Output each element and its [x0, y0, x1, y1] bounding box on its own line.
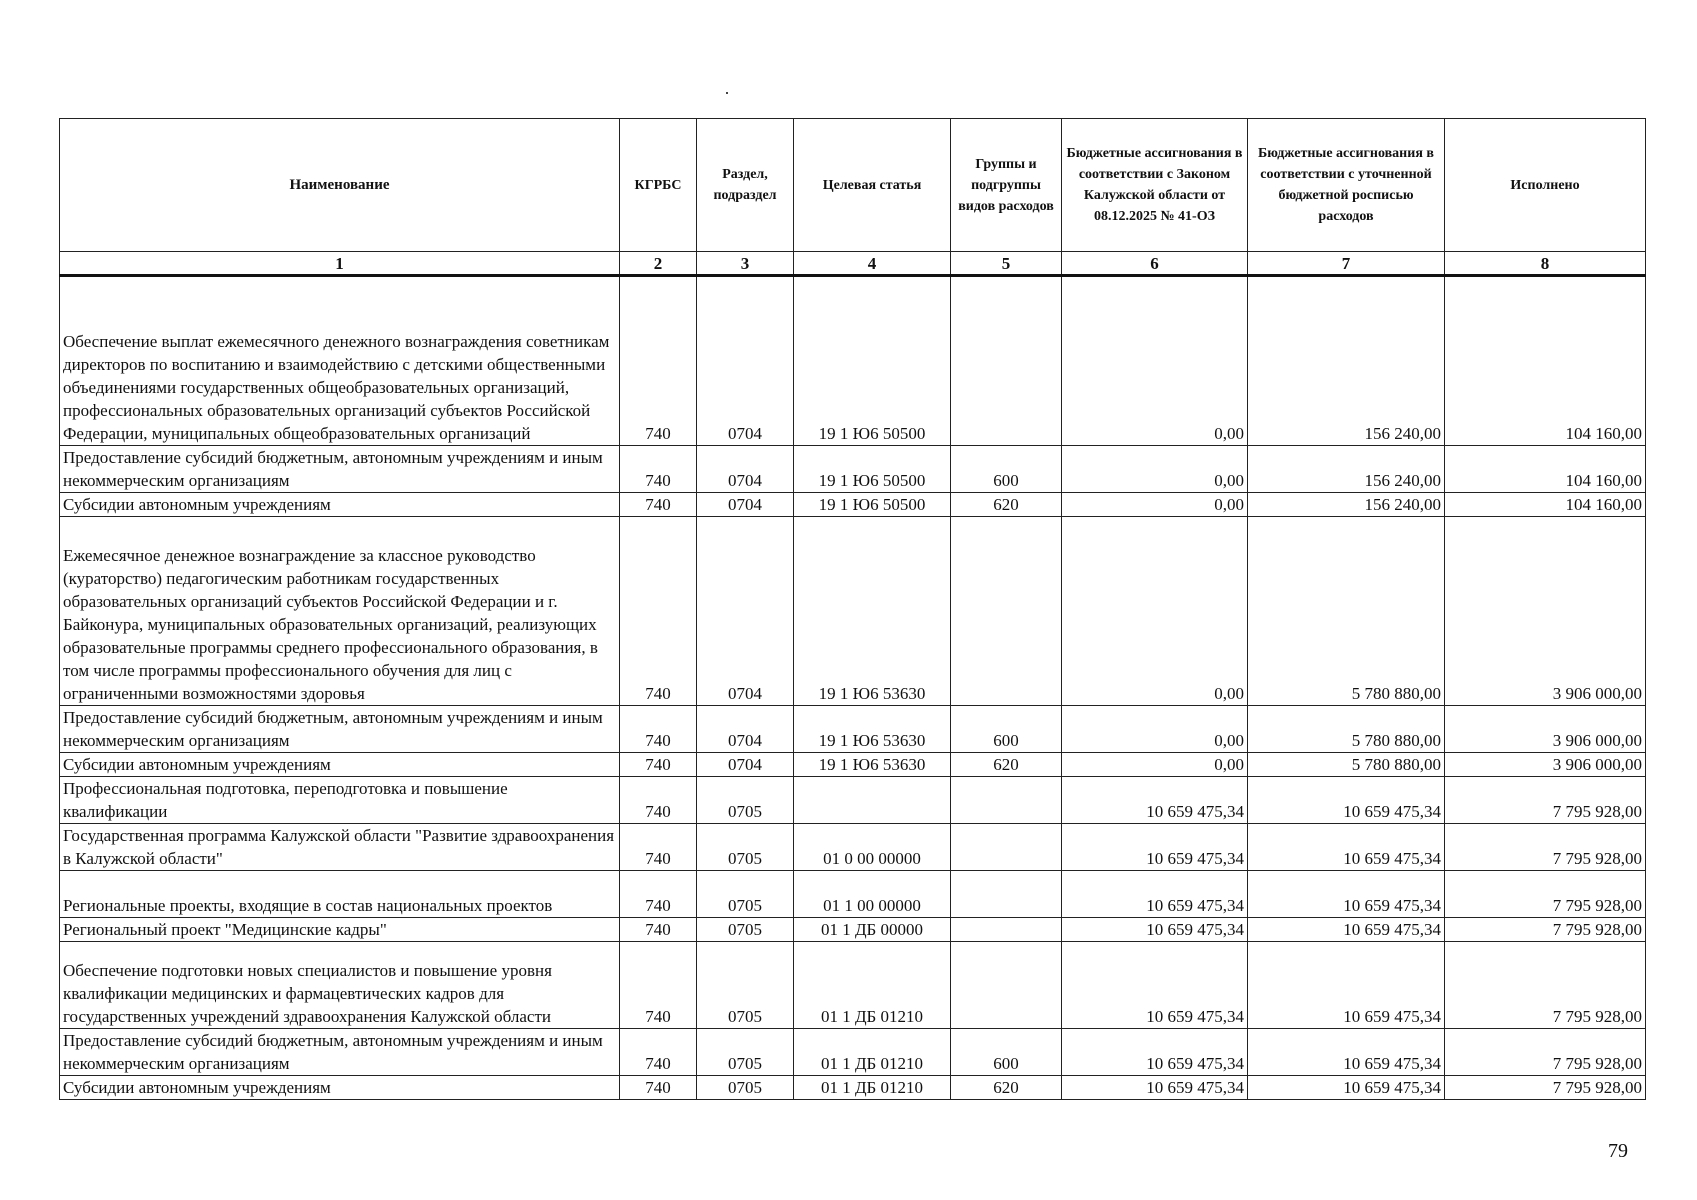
- row-kgrbs: 740: [620, 1076, 697, 1100]
- row-section: 0704: [697, 276, 794, 446]
- header-schedule: Бюджетные ассигнования в соответствии с уточненной бюджетной росписью расходов: [1248, 119, 1445, 252]
- column-number: 4: [794, 252, 951, 276]
- row-name: Субсидии автономным учреждениям: [60, 1076, 620, 1100]
- header-law: Бюджетные ассигнования в соответствии с Законом Калужской области от 08.12.2025 № 41-ОЗ: [1062, 119, 1248, 252]
- table-row: [60, 1029, 1646, 1076]
- page-number: 79: [1608, 1140, 1628, 1162]
- header-name: Наименование: [60, 119, 620, 252]
- row-schedule: 156 240,00: [1248, 446, 1445, 493]
- row-target: 19 1 Ю6 50500: [794, 446, 951, 493]
- header-target: Целевая статья: [794, 119, 951, 252]
- row-section: 0705: [697, 777, 794, 824]
- row-name: Предоставление субсидий бюджетным, автономным учреждениям и иным некоммерческим организациям: [60, 1029, 620, 1076]
- row-target: 19 1 Ю6 50500: [794, 276, 951, 446]
- row-name: Субсидии автономным учреждениям: [60, 753, 620, 777]
- row-schedule: 156 240,00: [1248, 276, 1445, 446]
- row-section: 0704: [697, 753, 794, 777]
- row-done: 104 160,00: [1445, 276, 1646, 446]
- row-name: Предоставление субсидий бюджетным, автономным учреждениям и иным некоммерческим организациям: [60, 706, 620, 753]
- row-done: 3 906 000,00: [1445, 753, 1646, 777]
- row-law: 10 659 475,34: [1062, 871, 1248, 918]
- row-section: 0705: [697, 1029, 794, 1076]
- row-name: Региональный проект "Медицинские кадры": [60, 918, 620, 942]
- table-row: [60, 871, 1646, 918]
- row-name: Профессиональная подготовка, переподготовка и повышение квалификации: [60, 777, 620, 824]
- row-target: 19 1 Ю6 53630: [794, 517, 951, 706]
- row-law: 0,00: [1062, 753, 1248, 777]
- row-law: 10 659 475,34: [1062, 1029, 1248, 1076]
- column-number: 1: [60, 252, 620, 276]
- table-row: [60, 1076, 1646, 1100]
- row-target: 01 0 00 00000: [794, 824, 951, 871]
- row-law: 0,00: [1062, 446, 1248, 493]
- row-section: 0704: [697, 446, 794, 493]
- table-row: [60, 446, 1646, 493]
- row-kgrbs: 740: [620, 753, 697, 777]
- row-section: 0705: [697, 871, 794, 918]
- row-name: Предоставление субсидий бюджетным, автономным учреждениям и иным некоммерческим организациям: [60, 446, 620, 493]
- budget-table: [59, 118, 1646, 1100]
- row-group: [951, 824, 1062, 871]
- column-number: 2: [620, 252, 697, 276]
- table-row: [60, 777, 1646, 824]
- row-name: Государственная программа Калужской области "Развитие здравоохранения в Калужской области": [60, 824, 620, 871]
- row-done: 104 160,00: [1445, 446, 1646, 493]
- row-law: 0,00: [1062, 706, 1248, 753]
- row-done: 104 160,00: [1445, 493, 1646, 517]
- row-section: 0704: [697, 517, 794, 706]
- row-name: Обеспечение выплат ежемесячного денежного вознаграждения советникам директоров по воспитанию и взаимодействию с детскими общественными объединениями государственных общеобразовательных организаций, профессиональных образовательных организаций субъектов Российской Федерации, муниципальных общеобразовательных организаций: [60, 276, 620, 446]
- row-group: 600: [951, 706, 1062, 753]
- column-number: 7: [1248, 252, 1445, 276]
- row-schedule: 5 780 880,00: [1248, 706, 1445, 753]
- row-kgrbs: 740: [620, 276, 697, 446]
- row-done: 7 795 928,00: [1445, 777, 1646, 824]
- row-done: 3 906 000,00: [1445, 517, 1646, 706]
- row-schedule: 10 659 475,34: [1248, 777, 1445, 824]
- row-group: 600: [951, 446, 1062, 493]
- row-law: 10 659 475,34: [1062, 942, 1248, 1029]
- column-number: 6: [1062, 252, 1248, 276]
- row-group: [951, 517, 1062, 706]
- row-law: 10 659 475,34: [1062, 918, 1248, 942]
- row-target: [794, 777, 951, 824]
- row-section: 0705: [697, 824, 794, 871]
- row-done: 7 795 928,00: [1445, 942, 1646, 1029]
- row-section: 0705: [697, 942, 794, 1029]
- row-target: 19 1 Ю6 53630: [794, 753, 951, 777]
- row-group: [951, 276, 1062, 446]
- header-section: Раздел, подраздел: [697, 119, 794, 252]
- header-groups: Группы и подгруппы видов расходов: [951, 119, 1062, 252]
- row-section: 0704: [697, 493, 794, 517]
- row-done: 7 795 928,00: [1445, 1076, 1646, 1100]
- row-group: 600: [951, 1029, 1062, 1076]
- row-law: 10 659 475,34: [1062, 1076, 1248, 1100]
- row-done: 7 795 928,00: [1445, 824, 1646, 871]
- row-target: 01 1 ДБ 00000: [794, 918, 951, 942]
- row-target: 19 1 Ю6 53630: [794, 706, 951, 753]
- row-schedule: 10 659 475,34: [1248, 1029, 1445, 1076]
- table-row: [60, 276, 1646, 446]
- table-row: [60, 942, 1646, 1029]
- row-kgrbs: 740: [620, 517, 697, 706]
- table-body: [60, 276, 1646, 1100]
- row-group: [951, 942, 1062, 1029]
- row-kgrbs: 740: [620, 918, 697, 942]
- row-schedule: 10 659 475,34: [1248, 871, 1445, 918]
- table-row: [60, 493, 1646, 517]
- row-kgrbs: 740: [620, 942, 697, 1029]
- column-number: 3: [697, 252, 794, 276]
- row-kgrbs: 740: [620, 824, 697, 871]
- table-row: [60, 918, 1646, 942]
- row-kgrbs: 740: [620, 493, 697, 517]
- table-row: [60, 706, 1646, 753]
- row-kgrbs: 740: [620, 446, 697, 493]
- row-law: 0,00: [1062, 493, 1248, 517]
- column-number: 8: [1445, 252, 1646, 276]
- row-target: 01 1 ДБ 01210: [794, 942, 951, 1029]
- row-law: 0,00: [1062, 276, 1248, 446]
- row-group: 620: [951, 493, 1062, 517]
- row-done: 7 795 928,00: [1445, 918, 1646, 942]
- row-target: 01 1 ДБ 01210: [794, 1029, 951, 1076]
- table-header: [60, 119, 1646, 276]
- row-kgrbs: 740: [620, 706, 697, 753]
- row-schedule: 156 240,00: [1248, 493, 1445, 517]
- row-kgrbs: 740: [620, 1029, 697, 1076]
- row-kgrbs: 740: [620, 871, 697, 918]
- row-name: Ежемесячное денежное вознаграждение за классное руководство (кураторство) педагогическим работникам государственных образовательных организаций субъектов Российской Федерации и г. Байконура, муниципальных образовательных организаций, реализующих образовательные программы среднего профессионального образования, в том числе программы профессионального обучения для лиц с ограниченными возможностями здоровья: [60, 517, 620, 706]
- row-kgrbs: 740: [620, 777, 697, 824]
- row-schedule: 10 659 475,34: [1248, 942, 1445, 1029]
- column-number-row: [60, 252, 1646, 276]
- column-number: 5: [951, 252, 1062, 276]
- row-done: 7 795 928,00: [1445, 1029, 1646, 1076]
- row-target: 01 1 ДБ 01210: [794, 1076, 951, 1100]
- row-schedule: 5 780 880,00: [1248, 517, 1445, 706]
- row-law: 10 659 475,34: [1062, 777, 1248, 824]
- row-law: 10 659 475,34: [1062, 824, 1248, 871]
- table-row: [60, 753, 1646, 777]
- row-schedule: 5 780 880,00: [1248, 753, 1445, 777]
- row-done: 3 906 000,00: [1445, 706, 1646, 753]
- header-done: Исполнено: [1445, 119, 1646, 252]
- table-row: [60, 517, 1646, 706]
- scan-speck: [726, 92, 728, 94]
- row-schedule: 10 659 475,34: [1248, 918, 1445, 942]
- row-section: 0705: [697, 918, 794, 942]
- row-done: 7 795 928,00: [1445, 871, 1646, 918]
- row-schedule: 10 659 475,34: [1248, 1076, 1445, 1100]
- row-section: 0705: [697, 1076, 794, 1100]
- row-group: [951, 918, 1062, 942]
- row-law: 0,00: [1062, 517, 1248, 706]
- row-group: [951, 871, 1062, 918]
- table-row: [60, 824, 1646, 871]
- row-section: 0704: [697, 706, 794, 753]
- row-name: Субсидии автономным учреждениям: [60, 493, 620, 517]
- row-group: 620: [951, 1076, 1062, 1100]
- row-group: [951, 777, 1062, 824]
- row-name: Региональные проекты, входящие в состав национальных проектов: [60, 871, 620, 918]
- row-target: 19 1 Ю6 50500: [794, 493, 951, 517]
- header-kgrbs: КГРБС: [620, 119, 697, 252]
- row-name: Обеспечение подготовки новых специалистов и повышение уровня квалификации медицинских и фармацевтических кадров для государственных учреждений здравоохранения Калужской области: [60, 942, 620, 1029]
- row-schedule: 10 659 475,34: [1248, 824, 1445, 871]
- row-group: 620: [951, 753, 1062, 777]
- row-target: 01 1 00 00000: [794, 871, 951, 918]
